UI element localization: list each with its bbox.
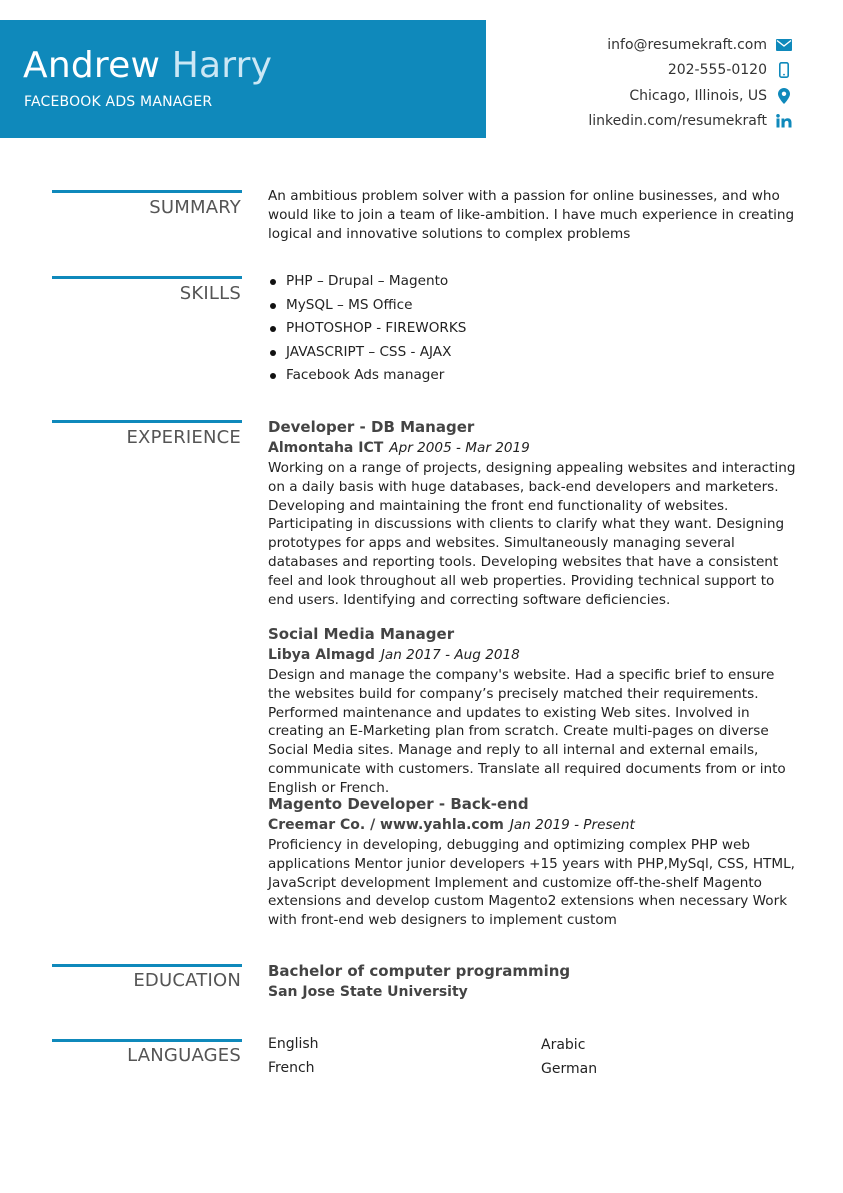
job-role: Magento Developer - Back-end: [268, 795, 529, 813]
skills-list: [268, 270, 798, 388]
contact-phone[interactable]: [588, 58, 793, 84]
last-name: Harry: [171, 45, 273, 86]
job-description: Design and manage the company's website. Had a specific brief to ensure the websites build for company’s precisely matched their requirements. Performed maintenance and updates to existing Web sites. Involved in creating an E-Marketing plan from scratch. Create multi-pages on diverse Social Media sites. Manage and reply to all internal and external emails, communicate with customers. Translate all required documents from or into English or French.: [268, 667, 786, 796]
skill-item: Facebook Ads manager: [268, 364, 798, 388]
languages-heading: LANGUAGES: [127, 1045, 241, 1066]
location-text: Chicago, Illinois, US: [629, 87, 767, 104]
summary-rule: [52, 190, 242, 193]
map-pin-icon: [775, 88, 793, 104]
job-meta: [268, 814, 798, 836]
job-role: Developer - DB Manager: [268, 418, 475, 436]
job-dates: Jan 2019 - Present: [509, 817, 635, 833]
education-school: San Jose State University: [268, 984, 468, 1000]
job-meta: [268, 437, 798, 459]
experience-entry: [268, 624, 798, 798]
contact-email[interactable]: [588, 32, 793, 58]
contact-block: [588, 32, 793, 134]
skill-item: PHP – Drupal – Magento: [268, 270, 798, 294]
job-dates: Jan 2017 - Aug 2018: [380, 647, 520, 663]
languages-rule: [52, 1039, 242, 1042]
education-degree: Bachelor of computer programming: [268, 962, 571, 980]
language-item: French: [268, 1060, 315, 1076]
phone-text[interactable]: 202-555-0120: [667, 62, 767, 79]
skills-rule: [52, 276, 242, 279]
linkedin-text[interactable]: linkedin.com/resumekraft: [588, 113, 767, 130]
experience-entry: [268, 417, 798, 609]
contact-location: [588, 83, 793, 109]
education-entry: [268, 961, 798, 1003]
experience-entry: [268, 794, 798, 930]
language-item: German: [541, 1061, 598, 1077]
first-name: Andrew: [23, 45, 161, 86]
job-description: Working on a range of projects, designing appealing websites and interacting on a daily basis with huge databases, back-end developers and marketers. Developing and maintaining the front end functionality of websites. Participating in discussions with clients to clarify what they want. Designing prototypes for apps and websites. Simultaneously managing several databases and reporting tools. Developing websites that have a consistent feel and look throughout all web properties. Providing technical support to end users. Identifying and correcting software deficiencies.: [268, 460, 796, 608]
experience-rule: [52, 420, 242, 423]
envelope-icon: [775, 39, 793, 51]
email-text[interactable]: info@resumekraft.com: [607, 36, 767, 53]
job-meta: [268, 644, 798, 666]
mobile-phone-icon: [775, 62, 793, 78]
job-title: FACEBOOK ADS MANAGER: [24, 94, 213, 110]
job-description: Proficiency in developing, debugging and optimizing complex PHP web applications Mentor junior developers +15 years with PHP,MySql, CSS, HTML, JavaScript development Implement and customize off-the-shelf Magento extensions and develop custom Magento2 extensions when necessary Work with front-end web designers to implement custom: [268, 837, 795, 929]
language-item: Arabic: [541, 1037, 586, 1053]
experience-heading: EXPERIENCE: [126, 427, 241, 448]
job-dates: Apr 2005 - Mar 2019: [389, 440, 530, 456]
contact-linkedin[interactable]: [588, 109, 793, 135]
skills-heading: SKILLS: [179, 283, 241, 304]
language-item: English: [268, 1036, 319, 1052]
education-rule: [52, 964, 242, 967]
job-company: Libya Almagd: [268, 647, 375, 663]
job-role: Social Media Manager: [268, 625, 455, 643]
job-company: Creemar Co. / www.yahla.com: [268, 817, 504, 833]
linkedin-icon: [775, 114, 793, 128]
education-heading: EDUCATION: [133, 970, 241, 991]
education-school-row: [268, 981, 798, 1003]
summary-text: An ambitious problem solver with a passion for online businesses, and who would like to join a team of like-ambition. I have much experience in creating logical and innovative solutions to complex problems: [268, 188, 795, 242]
skill-item: MySQL – MS Office: [268, 294, 798, 318]
candidate-name: [23, 44, 272, 88]
skill-item: PHOTOSHOP - FIREWORKS: [268, 317, 798, 341]
skill-item: JAVASCRIPT – CSS - AJAX: [268, 341, 798, 365]
job-company: Almontaha ICT: [268, 440, 384, 456]
summary-heading: SUMMARY: [149, 197, 241, 218]
